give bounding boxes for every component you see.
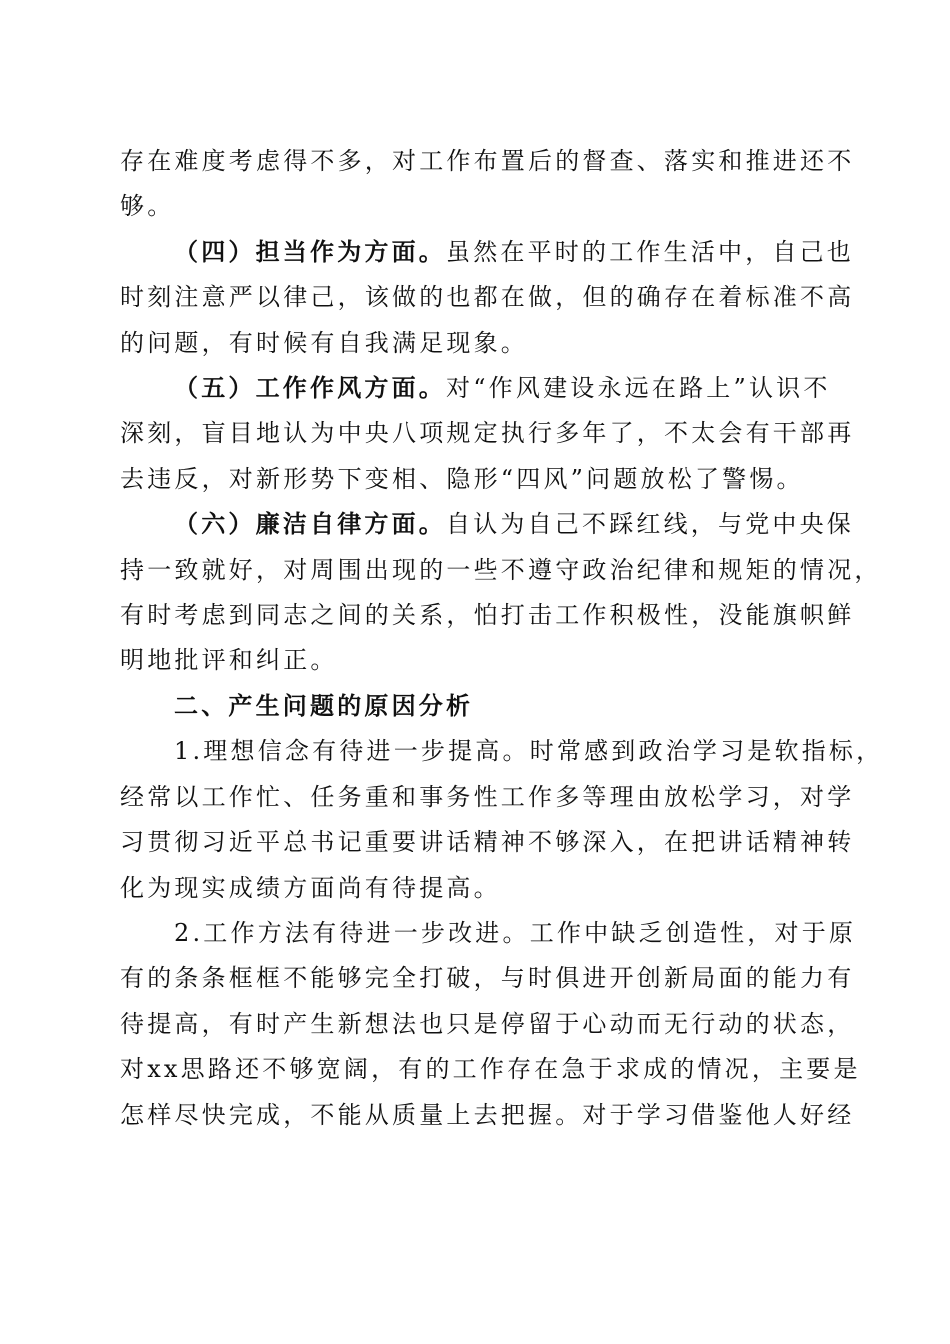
text-line: 有的条条框框不能够完全打破，与时俱进开创新局面的能力有 bbox=[120, 964, 855, 993]
paragraph-five bbox=[120, 366, 855, 502]
text-line: 习贯彻习近平总书记重要讲话精神不够深入，在把讲话精神转 bbox=[120, 828, 855, 857]
text-line bbox=[120, 366, 832, 411]
section-lead-four: （四）担当作为方面。 bbox=[174, 237, 446, 266]
paragraph-reason-two bbox=[120, 911, 861, 1138]
paragraph-reason-one bbox=[120, 729, 884, 911]
text-line: 持一致就好，对周围出现的一些不遵守政治纪律和规矩的情况， bbox=[120, 555, 882, 584]
text-line: 化为现实成绩方面尚有待提高。 bbox=[120, 873, 501, 902]
text-line: 明地批评和纠正。 bbox=[120, 646, 338, 675]
text-line: 的问题，有时候有自我满足现象。 bbox=[120, 328, 528, 357]
text-run: 虽然在平时的工作生活中，自己也 bbox=[446, 237, 854, 266]
text-line: 1.理想信念有待进一步提高。时常感到政治学习是软指标， bbox=[174, 737, 884, 766]
paragraph-six bbox=[120, 502, 882, 684]
text-line bbox=[120, 230, 854, 275]
heading-text: 二、产生问题的原因分析 bbox=[174, 691, 474, 720]
text-line: 对xx思路还不够宽阔，有的工作存在急于求成的情况，主要是 bbox=[120, 1055, 861, 1084]
text-line: 存在难度考虑得不多，对工作布置后的督查、落实和推进还不 bbox=[120, 147, 855, 175]
paragraph-four bbox=[120, 230, 855, 366]
text-run: 对“作风建设永远在路上”认识不 bbox=[446, 374, 831, 403]
text-line bbox=[120, 502, 854, 547]
paragraph-continued bbox=[120, 139, 855, 230]
text-line: 去违反，对新形势下变相、隐形“四风”问题放松了警惕。 bbox=[120, 464, 804, 493]
text-line: 够。 bbox=[120, 192, 175, 221]
section-heading bbox=[120, 684, 832, 729]
text-line: 怎样尽快完成，不能从质量上去把握。对于学习借鉴他人好经 bbox=[120, 1100, 855, 1129]
section-lead-five: （五）工作作风方面。 bbox=[174, 374, 446, 403]
text-run: 自认为自己不踩红线，与党中央保 bbox=[446, 510, 854, 539]
text-line: 时刻注意严以律己，该做的也都在做，但的确存在着标准不高 bbox=[120, 283, 855, 312]
text-line: 2.工作方法有待进一步改进。工作中缺乏创造性，对于原 bbox=[174, 918, 857, 947]
text-line: 深刻，盲目地认为中央八项规定执行多年了，不太会有干部再 bbox=[120, 419, 855, 448]
document-body bbox=[120, 139, 884, 1138]
text-line: 待提高，有时产生新想法也只是停留于心动而无行动的状态， bbox=[120, 1009, 855, 1038]
text-line: 有时考虑到同志之间的关系，怕打击工作积极性，没能旗帜鲜 bbox=[120, 601, 855, 630]
section-lead-six: （六）廉洁自律方面。 bbox=[174, 510, 446, 539]
text-line: 经常以工作忙、任务重和事务性工作多等理由放松学习，对学 bbox=[120, 782, 855, 811]
